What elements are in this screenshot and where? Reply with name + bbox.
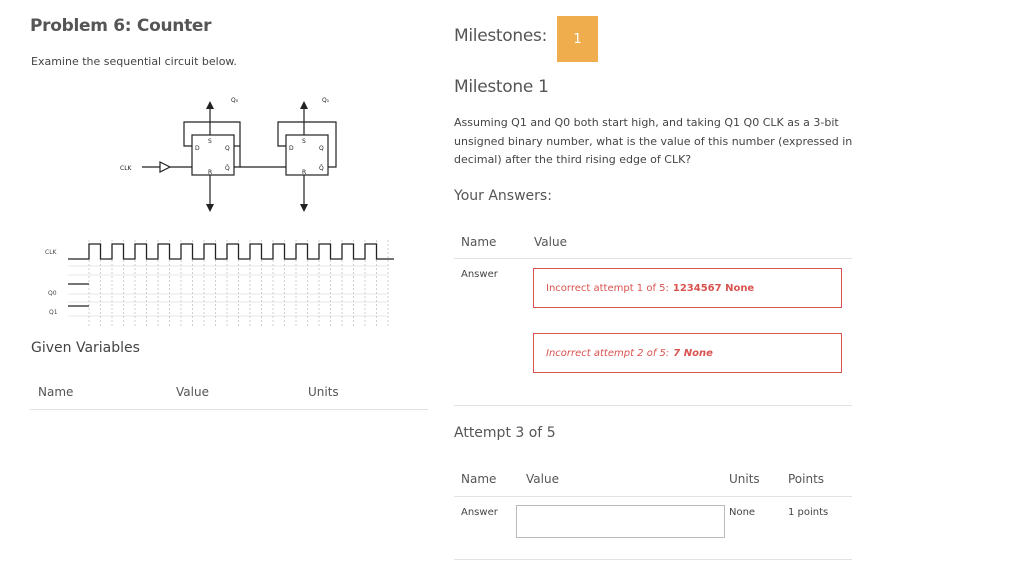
timing-q0-label: Q0 [48,290,57,297]
milestones-label: Milestones: [454,26,548,46]
given-table-divider [30,409,428,410]
ff1-r-pin: R [302,169,307,176]
answers-col-name: Name [461,235,497,249]
circuit-diagram [100,90,360,220]
your-answers-heading: Your Answers: [454,188,552,204]
attempt-row-label: Answer [461,507,498,518]
attempt-table-divider [454,559,852,560]
q0-label: Q₀ [231,97,239,104]
attempt-1-prefix: Incorrect attempt 1 of 5: [546,282,669,294]
ff0-r-pin: R [208,169,213,176]
answer-input[interactable] [516,505,725,538]
ff0-q-pin: Q [225,145,230,152]
incorrect-attempt-2 [533,333,842,373]
problem-title: Problem 6: Counter [30,16,212,36]
timing-diagram [40,236,420,328]
answers-header-divider [454,258,852,259]
ff1-q-pin: Q [319,145,324,152]
q1-label: Q₁ [322,97,330,104]
attempt-1-value: 1234567 None [672,282,755,294]
ff1-qbar-pin: Q̄ [319,165,324,172]
milestone-title: Milestone 1 [454,77,549,97]
problem-instruction: Examine the sequential circuit below. [31,55,237,68]
attempt-2-prefix: Incorrect attempt 2 of 5: [546,347,670,359]
attempt-heading: Attempt 3 of 5 [454,425,556,441]
attempt-units: None [729,507,756,518]
question-text: Assuming Q1 and Q0 both start high, and taking Q1 Q0 CLK as a 3-bit unsigned binary number, what is the value of this number (expressed in decimal) after the third rising edge of CLK? [454,116,853,166]
ff0-s-pin: S [208,138,212,145]
given-col-units: Units [308,385,339,399]
answers-table-divider [454,405,852,406]
attempt-col-name: Name [461,472,497,486]
given-col-value: Value [176,385,209,399]
attempt-header-divider [454,496,852,497]
incorrect-attempt-1 [533,268,842,308]
given-col-name: Name [38,385,74,399]
attempt-col-points: Points [788,472,825,486]
clk-waveform [68,244,394,259]
attempt-2-value: 7 None [673,347,713,359]
ff0-qbar-pin: Q̄ [225,165,230,172]
timing-q1-label: Q1 [49,309,58,316]
ff1-s-pin: S [302,138,306,145]
ff0-d-pin: D [195,145,200,152]
answers-col-value: Value [534,235,567,249]
clk-label: CLK [120,165,132,172]
ff1-d-pin: D [289,145,294,152]
timing-clk-label: CLK [45,249,57,256]
attempt-col-value: Value [526,472,559,486]
milestone-1-button[interactable]: 1 [557,16,598,62]
given-variables-heading: Given Variables [31,340,140,356]
attempt-col-units: Units [729,472,760,486]
answers-row-label: Answer [461,269,498,280]
attempt-points: 1 points [788,507,829,518]
